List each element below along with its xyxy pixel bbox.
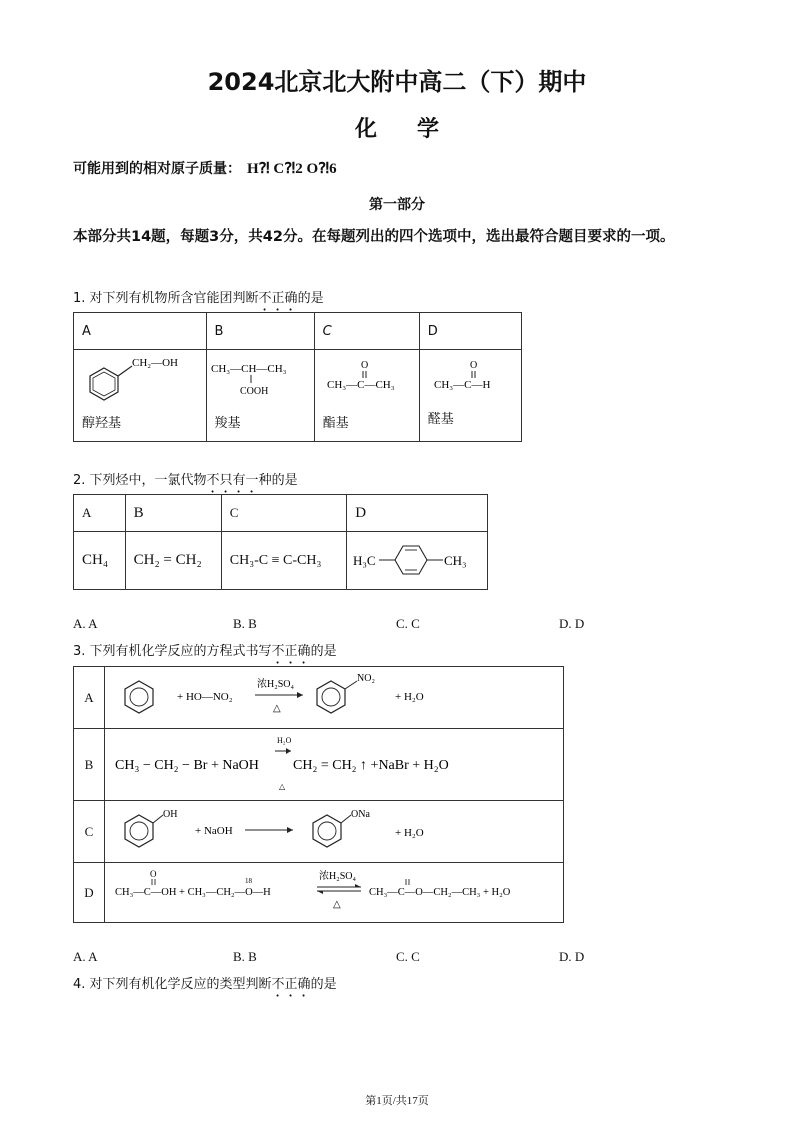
q1-group-a: 醇羟基: [82, 416, 122, 431]
q1-group-b: 羧基: [214, 416, 241, 431]
p-xylene-structure: [347, 532, 487, 588]
q1-a-chain: CH₂—OH: [132, 357, 179, 369]
section-intro: 本部分共14题，每题3分，共42分。在每题列出的四个选项中，选出最符合题目要求的一项。: [73, 229, 675, 245]
q1-group-c: 酯基: [322, 416, 349, 431]
atomic-mass-line: [73, 158, 337, 178]
q3-c-reagent: + NaOH: [195, 825, 233, 837]
q1-b-sub: COOH: [239, 386, 268, 397]
q3-option-d[interactable]: D. D: [559, 949, 585, 964]
q3-reaction-d: [105, 863, 564, 923]
q3-stem-post: 的是: [310, 644, 337, 659]
q2-option-c[interactable]: C. C: [396, 616, 420, 631]
q3-a-cond-bot: △: [273, 703, 281, 714]
q2-d-left: H₃C: [353, 553, 376, 568]
q2-header-c: C: [221, 495, 347, 532]
q2-d-right: CH₃: [444, 553, 467, 568]
q4-stem-emphasis: 不正确: [271, 977, 311, 992]
q3-b-left: CH₃ − CH₂ − Br + NaOH: [115, 758, 259, 773]
q1-stem-pre: 1. 对下列有机物所含官能团判断: [73, 291, 259, 306]
q3-option-c[interactable]: C. C: [396, 949, 420, 964]
q3-stem-emphasis: 不正确: [271, 644, 311, 659]
q3-options: [73, 949, 633, 967]
q4-stem-pre: 4. 对下列有机化学反应的类型判断: [73, 977, 272, 992]
page-title: 2024北京北大附中高二（下）期中: [207, 68, 587, 96]
q2-header-d: D: [347, 495, 488, 532]
q1-cell-b: [206, 350, 314, 442]
q3-option-b[interactable]: B. B: [233, 949, 257, 964]
question-4-stem: [73, 973, 337, 1000]
q3-c-prod: + H₂O: [395, 827, 424, 839]
q3-d-oxygen: O: [150, 869, 157, 879]
q2-cell-b: CH₂ = CH₂: [125, 532, 221, 590]
q3-label-c: C: [74, 801, 105, 863]
question-3-stem: [73, 640, 337, 667]
q2-stem-pre: 2. 下列烃中，一氯代物: [73, 473, 207, 488]
q1-d-oxygen: O: [469, 360, 477, 371]
q1-header-c: C: [314, 313, 419, 350]
q3-a-prod: + H₂O: [395, 691, 424, 703]
atomic-mass-values: H⁈ C⁈2 O⁈6: [247, 161, 337, 177]
q3-a-sub: NO₂: [357, 673, 375, 684]
q2-cell-c: CH₃-C ≡ C-CH₃: [221, 532, 347, 590]
question-2-stem: [73, 469, 298, 496]
q1-stem-emphasis: 不正确: [258, 291, 298, 306]
q1-group-d: 醛基: [427, 412, 454, 427]
q2-option-b[interactable]: B. B: [233, 616, 257, 631]
q1-header-d: D: [419, 313, 521, 350]
q3-label-b: B: [74, 729, 105, 801]
q1-c-oxygen: O: [360, 360, 368, 371]
q2-option-a[interactable]: A. A: [73, 616, 98, 631]
q4-stem-post: 的是: [310, 977, 337, 992]
q3-d-left: CH₃—C—OH + CH₃—CH₂—O—H: [115, 887, 271, 898]
q2-cell-a: CH₄: [74, 532, 126, 590]
q2-stem-emphasis: 不只有一: [206, 473, 259, 488]
esterification-equation: [105, 863, 565, 921]
q3-d-isotope: 18: [245, 877, 252, 885]
q3-d-right: CH₃—C—O—CH₂—CH₃ + H₂O: [369, 887, 511, 898]
q2-stem-post: 种的是: [258, 473, 298, 488]
q3-reaction-a: [105, 667, 564, 729]
q2-header-b: B: [125, 495, 221, 532]
question-2-table: [73, 494, 488, 590]
question-1-stem: [73, 287, 324, 314]
q3-reaction-b: [105, 729, 564, 801]
q3-a-reagent: + HO—NO₂: [177, 691, 233, 703]
q1-cell-d: [419, 350, 521, 442]
q1-header-b: B: [206, 313, 314, 350]
q3-b-right: CH₂ = CH₂ ↑ +NaBr + H₂O: [293, 758, 449, 773]
q1-stem-post: 的是: [297, 291, 324, 306]
q3-label-d: D: [74, 863, 105, 923]
q3-option-a[interactable]: A. A: [73, 949, 98, 964]
question-1-table: [73, 312, 522, 442]
q1-c-main: CH₃—C—CH₃: [326, 379, 395, 391]
q1-header-a: A: [74, 313, 207, 350]
nitration-equation: [105, 667, 565, 727]
q2-cell-d: [347, 532, 488, 590]
elimination-equation: [105, 729, 565, 799]
q3-reaction-c: [105, 801, 564, 863]
q3-stem-pre: 3. 下列有机化学反应的方程式书写: [73, 644, 272, 659]
page-footer: 第1页/共17页: [365, 1095, 429, 1107]
q2-header-a: A: [74, 495, 126, 532]
subject-title: 化学: [354, 117, 479, 142]
q3-b-cond-top: H₂O: [277, 736, 292, 745]
section-title: 第一部分: [369, 197, 425, 213]
q3-d-cond-bot: △: [333, 899, 341, 910]
question-3-table: [73, 666, 564, 923]
q3-b-cond-bot: △: [279, 782, 286, 791]
q2-options: [73, 616, 633, 634]
q2-option-d[interactable]: D. D: [559, 616, 585, 631]
q1-d-main: CH₃—C—H: [433, 379, 491, 391]
q3-a-cond-top: 浓H₂SO₄: [257, 679, 294, 690]
q3-d-cond-top: 浓H₂SO₄: [319, 871, 356, 882]
q3-c-sub: OH: [163, 809, 178, 820]
q1-cell-a: [74, 350, 207, 442]
q3-label-a: A: [74, 667, 105, 729]
atomic-mass-label: 可能用到的相对原子质量：: [73, 161, 241, 177]
phenol-naoh-equation: [105, 801, 565, 861]
q3-c-prod-sub: ONa: [351, 809, 370, 820]
q1-b-main: CH₃—CH—CH₃: [210, 363, 287, 375]
q1-cell-c: [314, 350, 419, 442]
